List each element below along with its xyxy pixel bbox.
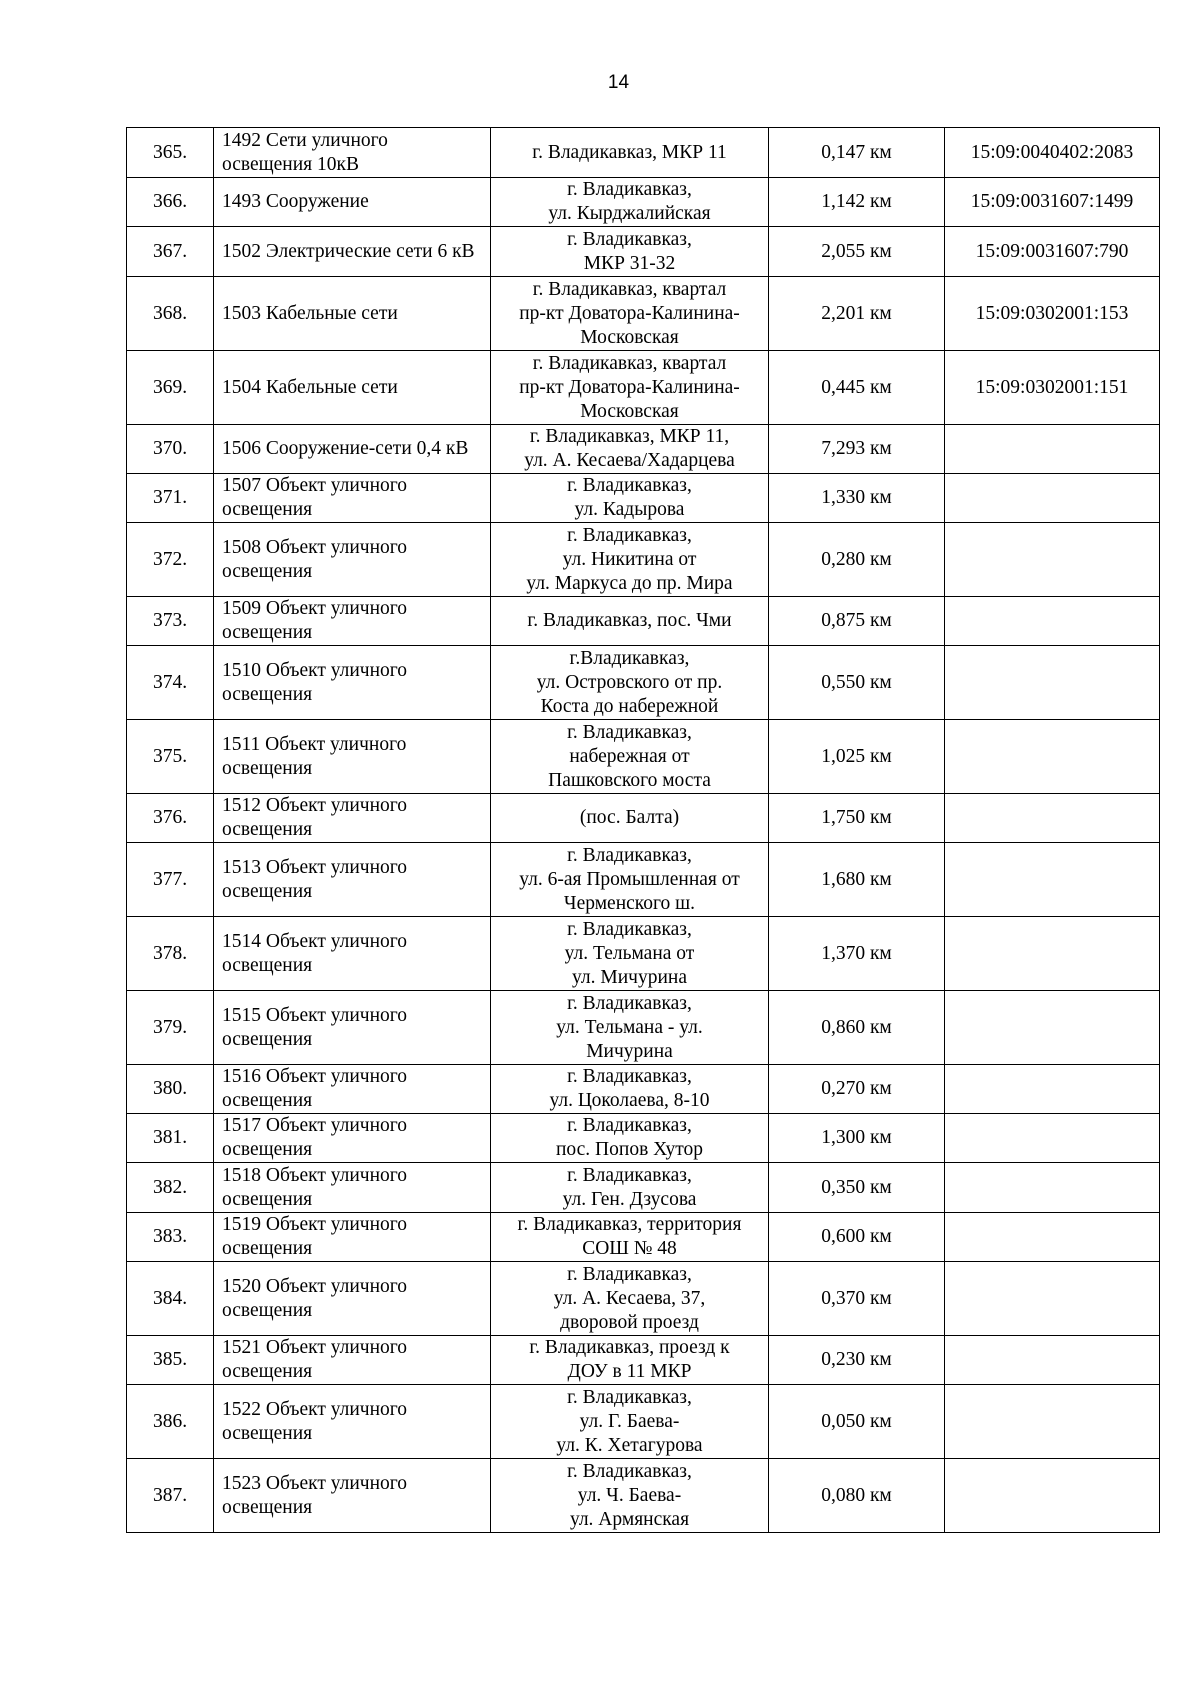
table-row: [127, 646, 1160, 720]
cadastral-number-cell: [945, 425, 1160, 474]
table-row: [127, 1336, 1160, 1385]
table-row: [127, 720, 1160, 794]
address-cell: г. Владикавказ, ул. Тельмана - ул. Мичурина: [491, 991, 769, 1065]
table-row: [127, 128, 1160, 178]
table-row: [127, 351, 1160, 425]
address-cell: г. Владикавказ, ул. Ген. Дзусова: [491, 1163, 769, 1213]
row-number-cell: 383.: [127, 1213, 214, 1262]
object-name-cell: 1510 Объект уличного освещения: [214, 646, 491, 720]
object-name-cell: 1520 Объект уличного освещения: [214, 1262, 491, 1336]
row-number-cell: 373.: [127, 597, 214, 646]
cadastral-number-cell: [945, 474, 1160, 523]
cadastral-number-cell: [945, 1262, 1160, 1336]
table-row: [127, 227, 1160, 277]
object-name-cell: 1509 Объект уличного освещения: [214, 597, 491, 646]
row-number-cell: 386.: [127, 1385, 214, 1459]
table-row: [127, 178, 1160, 227]
address-cell: г. Владикавказ, набережная от Пашковского моста: [491, 720, 769, 794]
row-number-cell: 384.: [127, 1262, 214, 1336]
table-row: [127, 1385, 1160, 1459]
row-number-cell: 366.: [127, 178, 214, 227]
address-cell: г. Владикавказ, ул. Никитина от ул. Маркуса до пр. Мира: [491, 523, 769, 597]
cadastral-number-cell: 15:09:0031607:1499: [945, 178, 1160, 227]
table-row: [127, 1459, 1160, 1533]
row-number-cell: 381.: [127, 1114, 214, 1163]
row-number-cell: 369.: [127, 351, 214, 425]
row-number-cell: 387.: [127, 1459, 214, 1533]
cadastral-number-cell: [945, 1385, 1160, 1459]
address-cell: г. Владикавказ, МКР 11, ул. А. Кесаева/Хадарцева: [491, 425, 769, 474]
cadastral-number-cell: 15:09:0031607:790: [945, 227, 1160, 277]
object-name-cell: 1522 Объект уличного освещения: [214, 1385, 491, 1459]
object-name-cell: 1516 Объект уличного освещения: [214, 1065, 491, 1114]
cadastral-number-cell: [945, 1459, 1160, 1533]
row-number-cell: 380.: [127, 1065, 214, 1114]
row-number-cell: 377.: [127, 843, 214, 917]
length-cell: 0,050 км: [769, 1385, 945, 1459]
length-cell: 0,350 км: [769, 1163, 945, 1213]
table-row: [127, 1213, 1160, 1262]
table-row: [127, 425, 1160, 474]
table-row: [127, 794, 1160, 843]
object-name-cell: 1514 Объект уличного освещения: [214, 917, 491, 991]
cadastral-number-cell: [945, 646, 1160, 720]
object-name-cell: 1515 Объект уличного освещения: [214, 991, 491, 1065]
object-name-cell: 1503 Кабельные сети: [214, 277, 491, 351]
object-name-cell: 1492 Сети уличного освещения 10кВ: [214, 128, 491, 178]
address-cell: г. Владикавказ, ул. Г. Баева- ул. К. Хетагурова: [491, 1385, 769, 1459]
row-number-cell: 375.: [127, 720, 214, 794]
table-row: [127, 991, 1160, 1065]
cadastral-number-cell: [945, 917, 1160, 991]
page-number: 14: [607, 72, 630, 93]
length-cell: 0,230 км: [769, 1336, 945, 1385]
object-name-cell: 1513 Объект уличного освещения: [214, 843, 491, 917]
property-registry-table: [126, 127, 1160, 1533]
cadastral-number-cell: [945, 794, 1160, 843]
address-cell: г. Владикавказ, МКР 31-32: [491, 227, 769, 277]
length-cell: 1,025 км: [769, 720, 945, 794]
address-cell: г. Владикавказ, территория СОШ № 48: [491, 1213, 769, 1262]
address-cell: г. Владикавказ, пос. Попов Хутор: [491, 1114, 769, 1163]
object-name-cell: 1506 Сооружение-сети 0,4 кВ: [214, 425, 491, 474]
object-name-cell: 1493 Сооружение: [214, 178, 491, 227]
row-number-cell: 367.: [127, 227, 214, 277]
table-row: [127, 597, 1160, 646]
length-cell: 1,142 км: [769, 178, 945, 227]
address-cell: г. Владикавказ, проезд к ДОУ в 11 МКР: [491, 1336, 769, 1385]
table-row: [127, 1065, 1160, 1114]
cadastral-number-cell: 15:09:0040402:2083: [945, 128, 1160, 178]
object-name-cell: 1511 Объект уличного освещения: [214, 720, 491, 794]
length-cell: 0,080 км: [769, 1459, 945, 1533]
row-number-cell: 365.: [127, 128, 214, 178]
address-cell: г. Владикавказ, пос. Чми: [491, 597, 769, 646]
length-cell: 0,147 км: [769, 128, 945, 178]
table-row: [127, 277, 1160, 351]
length-cell: 0,270 км: [769, 1065, 945, 1114]
length-cell: 1,750 км: [769, 794, 945, 843]
table-row: [127, 474, 1160, 523]
address-cell: г. Владикавказ, ул. Кырджалийская: [491, 178, 769, 227]
table-row: [127, 917, 1160, 991]
object-name-cell: 1523 Объект уличного освещения: [214, 1459, 491, 1533]
row-number-cell: 371.: [127, 474, 214, 523]
cadastral-number-cell: [945, 720, 1160, 794]
address-cell: г. Владикавказ, ул. 6-ая Промышленная от Черменского ш.: [491, 843, 769, 917]
length-cell: 0,280 км: [769, 523, 945, 597]
cadastral-number-cell: [945, 1163, 1160, 1213]
table-row: [127, 1114, 1160, 1163]
object-name-cell: 1521 Объект уличного освещения: [214, 1336, 491, 1385]
cadastral-number-cell: 15:09:0302001:151: [945, 351, 1160, 425]
length-cell: 0,445 км: [769, 351, 945, 425]
row-number-cell: 372.: [127, 523, 214, 597]
object-name-cell: 1507 Объект уличного освещения: [214, 474, 491, 523]
length-cell: 0,370 км: [769, 1262, 945, 1336]
row-number-cell: 378.: [127, 917, 214, 991]
table-row: [127, 523, 1160, 597]
registry-body: [127, 128, 1160, 1533]
length-cell: 2,055 км: [769, 227, 945, 277]
length-cell: 1,680 км: [769, 843, 945, 917]
table-row: [127, 1163, 1160, 1213]
table-row: [127, 843, 1160, 917]
cadastral-number-cell: 15:09:0302001:153: [945, 277, 1160, 351]
length-cell: 7,293 км: [769, 425, 945, 474]
row-number-cell: 382.: [127, 1163, 214, 1213]
cadastral-number-cell: [945, 1114, 1160, 1163]
object-name-cell: 1512 Объект уличного освещения: [214, 794, 491, 843]
cadastral-number-cell: [945, 991, 1160, 1065]
row-number-cell: 376.: [127, 794, 214, 843]
length-cell: 0,860 км: [769, 991, 945, 1065]
cadastral-number-cell: [945, 1065, 1160, 1114]
cadastral-number-cell: [945, 1336, 1160, 1385]
object-name-cell: 1502 Электрические сети 6 кВ: [214, 227, 491, 277]
length-cell: 1,370 км: [769, 917, 945, 991]
address-cell: г. Владикавказ, квартал пр-кт Доватора-Калинина- Московская: [491, 277, 769, 351]
table-row: [127, 1262, 1160, 1336]
row-number-cell: 385.: [127, 1336, 214, 1385]
cadastral-number-cell: [945, 523, 1160, 597]
address-cell: г. Владикавказ, ул. Кадырова: [491, 474, 769, 523]
cadastral-number-cell: [945, 597, 1160, 646]
address-cell: г. Владикавказ, квартал пр-кт Доватора-Калинина- Московская: [491, 351, 769, 425]
address-cell: (пос. Балта): [491, 794, 769, 843]
object-name-cell: 1519 Объект уличного освещения: [214, 1213, 491, 1262]
length-cell: 1,330 км: [769, 474, 945, 523]
object-name-cell: 1517 Объект уличного освещения: [214, 1114, 491, 1163]
object-name-cell: 1508 Объект уличного освещения: [214, 523, 491, 597]
row-number-cell: 379.: [127, 991, 214, 1065]
object-name-cell: 1518 Объект уличного освещения: [214, 1163, 491, 1213]
address-cell: г. Владикавказ, ул. Тельмана от ул. Мичурина: [491, 917, 769, 991]
length-cell: 0,875 км: [769, 597, 945, 646]
row-number-cell: 370.: [127, 425, 214, 474]
cadastral-number-cell: [945, 1213, 1160, 1262]
row-number-cell: 374.: [127, 646, 214, 720]
row-number-cell: 368.: [127, 277, 214, 351]
length-cell: 1,300 км: [769, 1114, 945, 1163]
object-name-cell: 1504 Кабельные сети: [214, 351, 491, 425]
address-cell: г.Владикавказ, ул. Островского от пр. Коста до набережной: [491, 646, 769, 720]
cadastral-number-cell: [945, 843, 1160, 917]
address-cell: г. Владикавказ, ул. Ч. Баева- ул. Армянская: [491, 1459, 769, 1533]
length-cell: 0,600 км: [769, 1213, 945, 1262]
address-cell: г. Владикавказ, МКР 11: [491, 128, 769, 178]
address-cell: г. Владикавказ, ул. А. Кесаева, 37, дворовой проезд: [491, 1262, 769, 1336]
length-cell: 0,550 км: [769, 646, 945, 720]
length-cell: 2,201 км: [769, 277, 945, 351]
address-cell: г. Владикавказ, ул. Цоколаева, 8-10: [491, 1065, 769, 1114]
